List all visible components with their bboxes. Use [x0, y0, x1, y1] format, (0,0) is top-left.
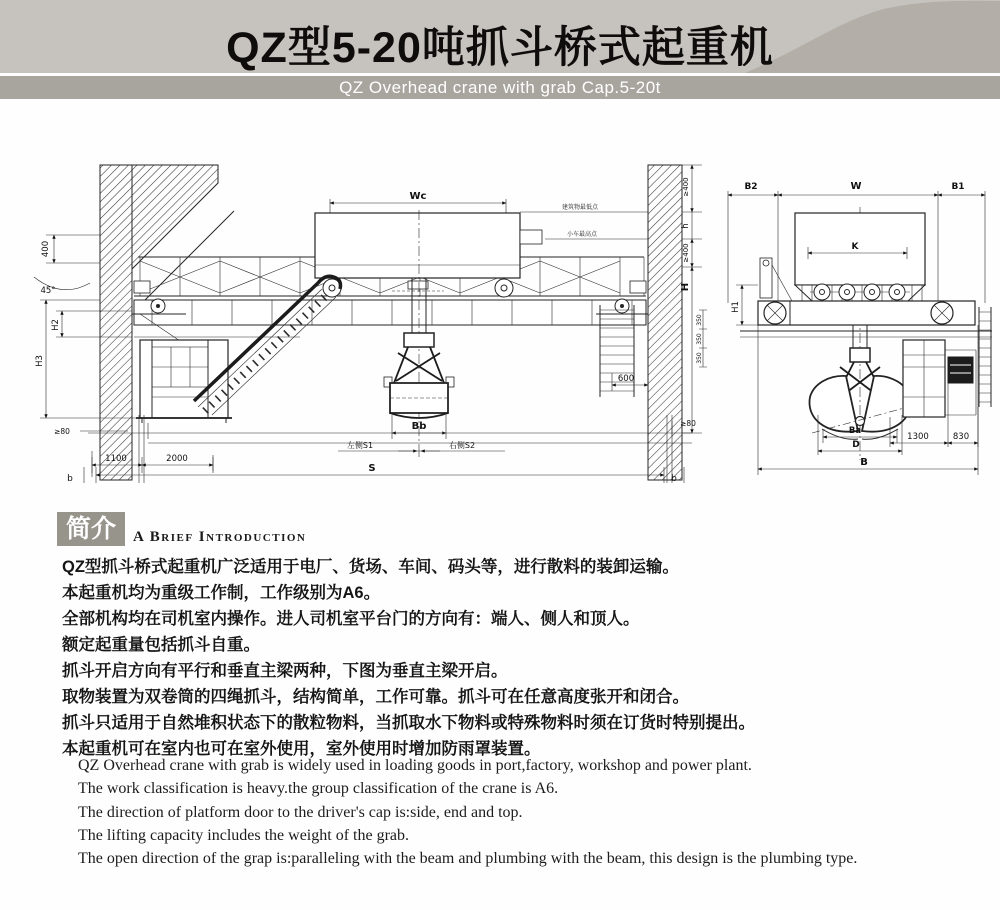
- dim-350-b: 350: [696, 333, 703, 345]
- dim-bb: Bb: [411, 421, 427, 432]
- intro-heading-zh-box: 简介: [57, 512, 125, 546]
- en-paragraph: The lifting capacity includes the weight of the grab.: [78, 826, 409, 844]
- dim-W: W: [850, 181, 862, 192]
- grab-side-view: [384, 278, 454, 418]
- note-trolley-highest-point: 小车最高点: [566, 231, 598, 238]
- dim-b-left: b: [67, 474, 73, 484]
- intro-heading: [57, 512, 306, 546]
- en-paragraph: The open direction of the grap is:paralleling with the beam and plumbing with the beam, this design is the plumbing type.: [78, 850, 858, 868]
- dim-B: B: [860, 457, 868, 468]
- en-paragraph: QZ Overhead crane with grab is widely used in loading goods in port,factory, workshop and power plant.: [78, 757, 752, 774]
- dim-ge80-left: ≥80: [54, 427, 70, 436]
- dim-S: S: [368, 463, 376, 474]
- dim-830: 830: [952, 432, 970, 442]
- left-corbel-hatch: [132, 165, 218, 269]
- zh-line: QZ型抓斗桥式起重机广泛适用于电厂、货场、车间、码头等，进行散料的装卸运输。: [62, 558, 679, 576]
- trolley-end: [795, 213, 925, 301]
- dim-H: H: [680, 282, 691, 292]
- dim-h-small: h: [681, 223, 691, 229]
- dim-ge400-top: ≥400: [682, 177, 690, 197]
- intro-en-text: [40, 754, 982, 870]
- dim-ge80-right: ≥80: [680, 419, 696, 428]
- dim-1300: 1300: [907, 432, 929, 442]
- dim-350-a: 350: [696, 314, 703, 326]
- zh-line: 全部机构均在司机室内操作。进人司机室平台门的方向有：端人、侧人和顶人。: [62, 610, 640, 628]
- dim-B2: B2: [744, 182, 758, 192]
- driver-cab-side: [136, 340, 232, 423]
- zh-line: 取物装置为双卷筒的四绳抓斗，结构简单，工作可靠。抓斗可在任意高度张开和闭合。: [62, 688, 689, 706]
- end-view: [728, 181, 992, 475]
- dim-ge400-mid: ≥400: [682, 243, 690, 263]
- dim-D: D: [852, 440, 860, 450]
- zh-line: 抓斗只适用于自然堆积状态下的散粒物料，当抓取水下物料或特殊物料时须在订货时特别提出。: [62, 714, 755, 732]
- intro-zh-text: [62, 554, 992, 762]
- side-view: [34, 165, 707, 484]
- header-band: [0, 0, 1000, 73]
- en-paragraph: The direction of platform door to the driver's cap is:side, end and top.: [78, 803, 523, 821]
- page-title: QZ型5-20吨抓斗桥式起重机: [226, 24, 774, 72]
- zh-line: 抓斗开启方向有平行和垂直主梁两种，下图为垂直主梁开启。: [62, 662, 508, 680]
- dim-H2: H2: [51, 319, 61, 331]
- dim-350-c: 350: [696, 352, 703, 364]
- zh-line: 额定起重量包括抓斗自重。: [62, 636, 260, 654]
- dim-H1: H1: [731, 301, 741, 313]
- dim-600: 600: [617, 374, 635, 384]
- dim-H3: H3: [35, 355, 45, 367]
- dim-s1: 左侧S1: [346, 441, 374, 450]
- intro-heading-en: A Brief Introduction: [133, 529, 307, 545]
- subtitle-bar: [0, 76, 1000, 99]
- dim-B1: B1: [951, 182, 965, 192]
- zh-line: 本起重机可在室内也可在室外使用，室外使用时增加防雨罩装置。: [62, 740, 541, 758]
- technical-drawing: [0, 115, 1000, 500]
- dim-1100: 1100: [105, 454, 127, 464]
- dim-K: K: [851, 242, 859, 252]
- dim-wc: Wc: [409, 191, 427, 202]
- dim-45: 45°: [40, 286, 56, 296]
- dim-s2: 右侧S2: [448, 441, 476, 450]
- zh-line: 本起重机均为重级工作制，工作级别为A6。: [62, 584, 381, 602]
- dim-400: 400: [41, 240, 51, 258]
- note-building-lowest-point: 建筑物最低点: [561, 204, 599, 211]
- en-paragraph: The work classification is heavy.the group classification of the crane is A6.: [78, 780, 559, 798]
- dim-Ba: Ba: [848, 426, 862, 436]
- dim-b-right: b: [671, 474, 677, 484]
- subtitle-text: QZ Overhead crane with grab Cap.5-20t: [339, 78, 661, 97]
- dim-2000: 2000: [166, 454, 188, 464]
